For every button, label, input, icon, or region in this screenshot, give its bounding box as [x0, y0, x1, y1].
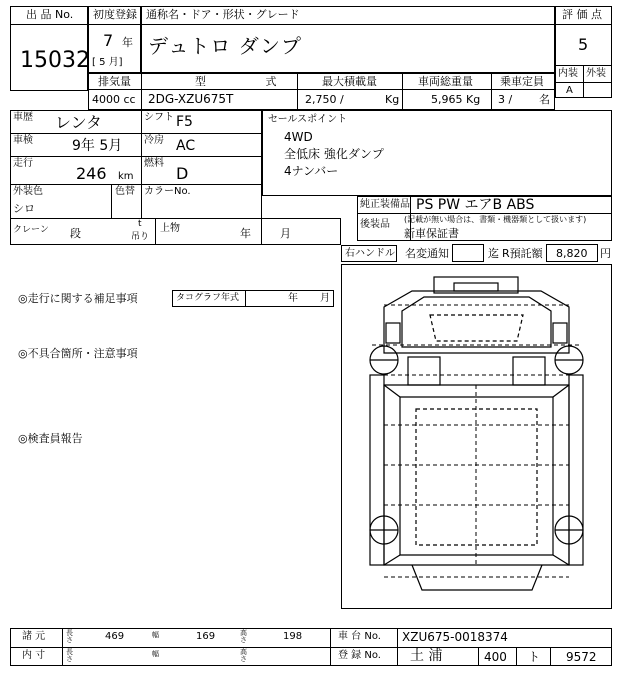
fuel-value: D: [176, 164, 189, 183]
reg-area: 土 浦: [410, 648, 443, 664]
ac-value: AC: [176, 138, 196, 154]
inspection-value: 9年 5月: [72, 138, 123, 154]
model-label: 型 式: [195, 75, 305, 88]
mileage-unit: km: [118, 171, 134, 182]
max-load-value: 2,750 /: [305, 93, 344, 106]
inner-width-label: 幅: [152, 650, 159, 658]
std-equipment-items: PS PW エアB ABS: [416, 197, 535, 213]
name-label: 通称名・ドア・形状・グレード: [146, 8, 300, 21]
r-fee-label: R預託額: [502, 247, 543, 260]
length-value: 469: [105, 631, 125, 642]
inspection-label: 車検: [13, 135, 33, 146]
displacement-value: 4000 cc: [92, 93, 136, 106]
interior-label: 内装: [558, 68, 578, 79]
reg-kana: ト: [528, 650, 541, 664]
max-load-label: 最大積載量: [322, 75, 377, 88]
truck-outline: [342, 265, 611, 608]
upper-label: 上物: [160, 223, 180, 234]
name-change-label: 名変通知: [405, 247, 449, 260]
gvw-value: 5,965 Kg: [431, 93, 481, 106]
reg-no-label: 登 録 No.: [338, 650, 381, 661]
vehicle-diagram: [341, 264, 612, 609]
history-value: レンタ: [55, 113, 102, 132]
handle-label: 右ハンドル: [345, 248, 395, 259]
reg-year-unit: 年: [122, 36, 133, 49]
history-label: 車歴: [13, 112, 33, 123]
lot-label: 出 品 No.: [26, 8, 74, 21]
after-parts-label: 後装品: [360, 219, 390, 230]
car-name: デュトロ ダンプ: [148, 34, 302, 58]
displacement-label: 排気量: [98, 75, 131, 88]
sales-line-2: 全低床 強化ダンプ: [284, 147, 384, 161]
inner-height-label: 高さ: [240, 648, 247, 663]
interior-grade: A: [566, 85, 573, 96]
mileage-value: 246: [76, 164, 107, 183]
reg-year: 7: [103, 31, 114, 50]
tacho-label: タコグラフ年式: [176, 293, 240, 303]
name-change-box: [452, 244, 484, 262]
score-value: 5: [578, 35, 589, 54]
length-label: 長さ: [66, 629, 73, 644]
upper-ext: [262, 218, 341, 245]
chassis-value: XZU675-0018374: [402, 630, 508, 644]
height-value: 198: [283, 631, 303, 642]
defects-heading: ◎不具合箇所・注意事項: [18, 347, 138, 360]
crane-label: クレーン: [13, 225, 49, 235]
crane-ton-label: 吊り: [131, 232, 150, 242]
color-change-label: 色替: [115, 186, 135, 197]
capacity-unit: 名: [539, 93, 550, 106]
specs-label: 諸 元: [22, 631, 46, 642]
warranty-doc: 新車保証書: [404, 227, 459, 240]
yen-label: 円: [600, 247, 611, 260]
lot-number: 15032: [20, 48, 90, 73]
inspector-heading: ◎検査員報告: [18, 432, 83, 445]
tacho-month: 月: [320, 293, 330, 304]
r-fee-value: 8,820: [556, 247, 588, 260]
gvw-label: 車両総重量: [418, 75, 473, 88]
sales-line-1: 4WD: [284, 130, 313, 144]
reg-class: 400: [484, 650, 507, 664]
fuel-label: 燃料: [144, 158, 164, 169]
shift-value: F5: [176, 114, 193, 130]
after-parts-note: (記載が無い場合は、書類・機器類として扱います): [404, 215, 587, 224]
ext-color-label: 外装色: [13, 186, 43, 197]
score-label: 評 価 点: [562, 8, 602, 21]
color-code-label: カラーNo.: [144, 186, 191, 197]
sales-label: セールスポイント: [268, 114, 348, 125]
inner-length-label: 長さ: [66, 648, 73, 663]
std-equipment-label: 純正装備品: [360, 199, 410, 210]
exterior-label: 外装: [586, 68, 606, 79]
capacity-label: 乗車定員: [500, 75, 544, 88]
inner-dim-label: 内 寸: [22, 650, 46, 661]
mileage-label: 走行: [13, 158, 33, 169]
max-load-unit: Kg: [385, 93, 400, 106]
ac-label: 冷房: [144, 135, 164, 146]
width-label: 幅: [152, 631, 159, 639]
shift-label: シフト: [144, 112, 174, 123]
upper-month: 月: [280, 227, 291, 240]
sales-line-3: 4ナンバー: [284, 164, 339, 178]
chassis-label: 車 台 No.: [338, 631, 381, 642]
upper-year: 年: [240, 227, 251, 240]
first-reg-label: 初度登録: [93, 8, 137, 21]
capacity-value: 3 /: [498, 93, 513, 106]
ext-color-value: シロ: [13, 202, 35, 215]
model-value: 2DG-XZU675T: [148, 92, 234, 106]
height-label: 高さ: [240, 629, 247, 644]
crane-stage: 段: [70, 227, 81, 240]
reg-number: 9572: [566, 650, 597, 664]
crane-ton-unit: t: [138, 219, 142, 229]
r-fee-prefix: 迄: [488, 247, 499, 260]
supplement-heading: ◎走行に関する補足事項: [18, 292, 138, 305]
width-value: 169: [196, 631, 216, 642]
tacho-year: 年: [288, 293, 298, 304]
reg-month: [ 5 月]: [92, 57, 123, 68]
